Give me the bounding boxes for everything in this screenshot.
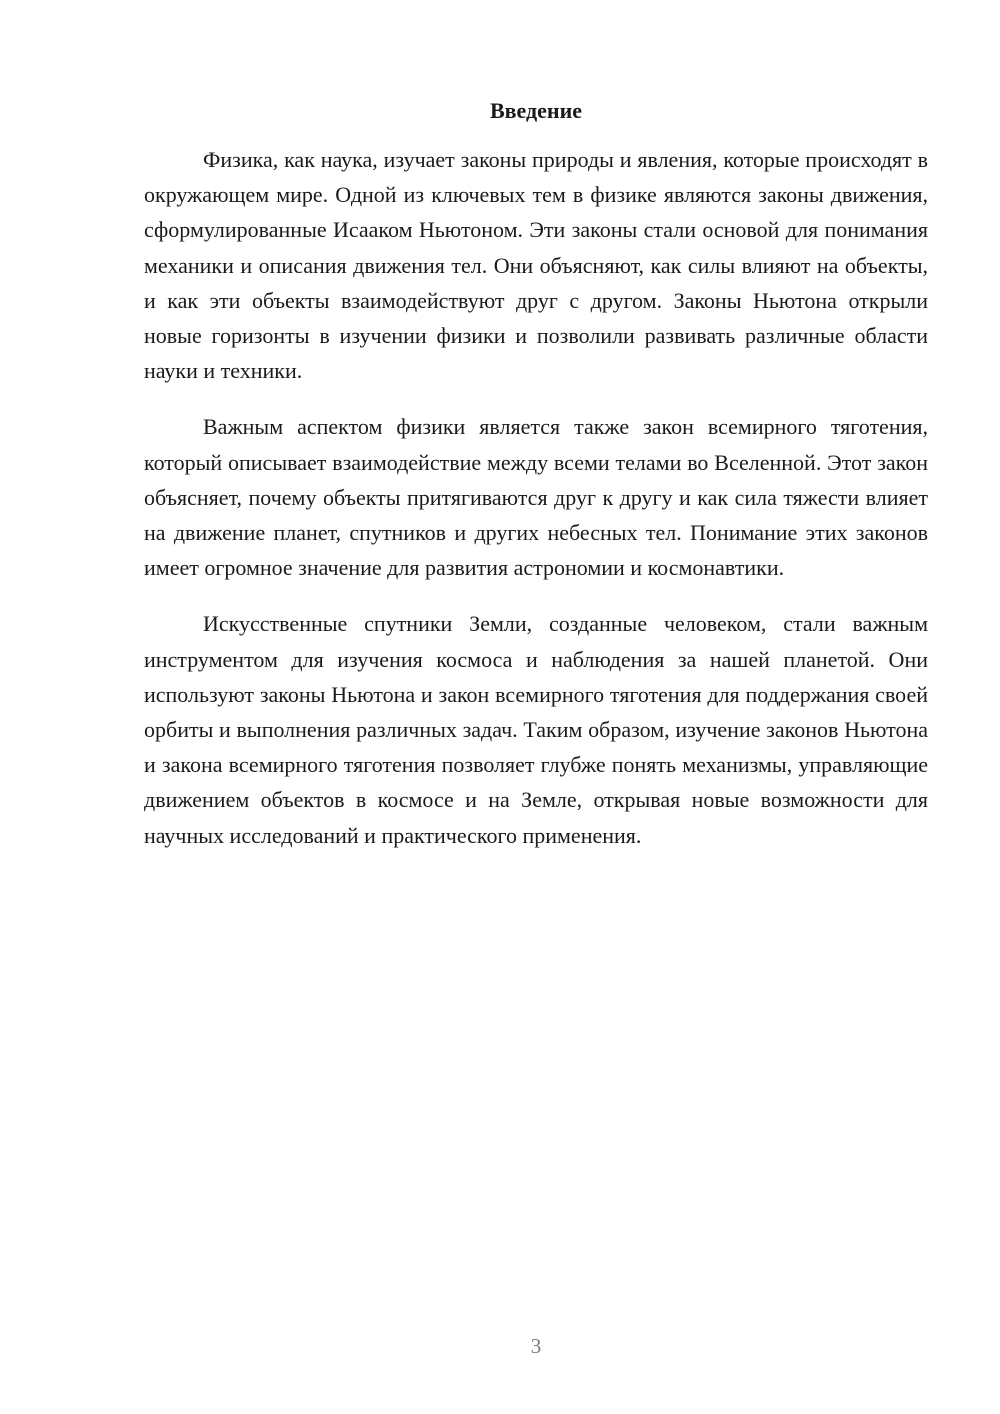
page-title: Введение [489,98,583,123]
paragraph-2: Важным аспектом физики является также закон всемирного тяготения, который описывает взаимодействие между всеми телами во Вселенной. Этот закон объясняет, почему объекты притягиваются друг к другу и как сила тяжести влияет на движение планет, спутников и других небесных тел. Понимание этих законов имеет огромное значение для развития астрономии и космонавтики. [144,414,928,581]
page-number: 3 [530,1334,542,1358]
paragraph-3: Искусственные спутники Земли, созданные человеком, стали важным инструментом для изучения космоса и наблюдения за нашей планетой. Они используют законы Ньютона и закон всемирного тяготения для поддержания своей орбиты и выполнения различных задач. Таким образом, изучение законов Ньютона и закона всемирного тяготения позволяет глубже понять механизмы, управляющие движением объектов в космосе и на Земле, открывая новые возможности для научных исследований и практического применения. [144,611,928,848]
body-text [144,142,928,874]
paragraph-1: Физика, как наука, изучает законы природы и явления, которые происходят в окружающем мире. Одной из ключевых тем в физике являются законы движения, сформулированные Исааком Ньютоном. Эти законы стали основой для понимания механики и описания движения тел. Они объясняют, как силы влияют на объекты, и как эти объекты взаимодействуют друг с другом. Законы Ньютона открыли новые горизонты в изучении физики и позволили развивать различные области науки и техники. [144,147,928,384]
